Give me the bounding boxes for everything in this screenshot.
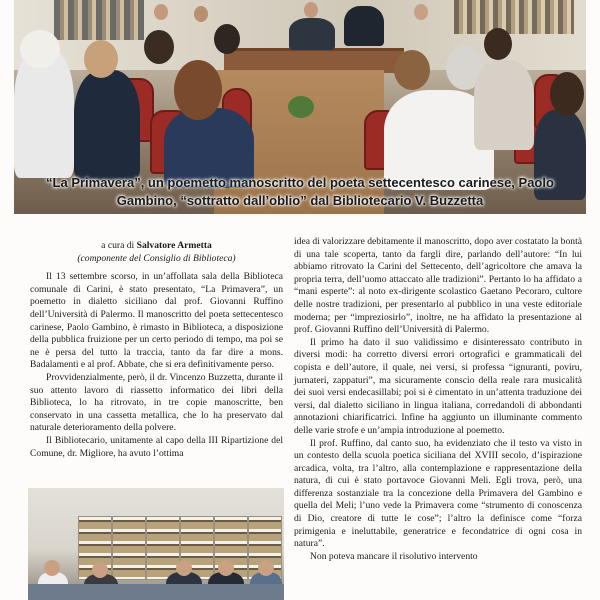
byline-author: Salvatore Armetta	[136, 240, 212, 251]
paragraph: Il Bibliotecario, unitamente al capo della III Ripartizione del Comune, dr. Migliore, ha avuto l’ottima	[30, 434, 283, 459]
bottom-photo-speakers	[28, 488, 284, 600]
photo-person	[214, 24, 240, 54]
photo-person	[84, 40, 118, 78]
byline-role: (componente del Consiglio di Biblioteca)	[77, 252, 236, 264]
photo-person	[74, 70, 140, 180]
photo-bookshelf	[146, 516, 180, 580]
photo-person	[304, 2, 318, 18]
article-column-left	[30, 236, 283, 460]
photo-person	[92, 562, 108, 578]
photo-person	[176, 560, 192, 576]
photo-person	[154, 4, 168, 20]
photo-person	[144, 30, 174, 64]
byline-prefix: a cura di	[101, 240, 137, 251]
photo-person	[394, 50, 430, 90]
paragraph: idea di valorizzare debitamente il manoscritto, dopo aver costatato la bontà di una tale scoperta, tanto da fargli dire, parlando dell’autore: “In lui abbiamo ritrovato la Carini del Settecento, dell’agricoltore che amava la propria terra, dell’uomo attaccato alle tradizioni”. Pertanto lo ha affidato a “mani esperte”: al noto ex-dirigente scolastico Gaetano Pecoraro, cultore delle nostre tradizioni, per presentarlo al pubblico in una veste editoriale moderna; per “impreziosirlo”, inoltre, ne ha affidato la presentazione al prof. Giovanni Ruffino dell’Università di Palermo.	[294, 236, 582, 336]
photo-person	[474, 60, 534, 150]
headline-line: Gambino, “sottratto dall’oblio” dal Bibliotecario V. Buzzetta	[116, 193, 484, 208]
photo-person	[289, 18, 335, 50]
photo-bookshelf	[112, 516, 146, 580]
photo-plant	[288, 96, 314, 118]
photo-person	[258, 560, 274, 576]
article-headline	[14, 174, 586, 210]
photo-person	[194, 6, 208, 22]
photo-person	[414, 4, 428, 20]
photo-person	[218, 560, 234, 576]
photo-person	[484, 28, 512, 60]
photo-speakers-table	[28, 584, 284, 600]
photo-person	[550, 72, 584, 116]
photo-person	[344, 6, 384, 46]
photo-person	[174, 60, 222, 120]
paragraph: Il primo ha dato il suo validissimo e disinteressato contributo in diversi modi: ha corretto diversi errori ortografici e grammaticali del copista e dell’autore, il quale, nei versi, si professa “ignuranti, poviru, jurnateri, zappaturi”, ma sicuramente conscio della reale rara musicalità dei suoi versi endecasillabi; poi si è cimentato in un’attenta traduzione dei versi, dal dialetto siciliano in lingua italiana, corredandoli di abbondanti annotazioni chiarificatrici. Infine ha aggiunto un illuminante commento delle varie strofe e un’ampia introduzione al poemetto.	[294, 336, 582, 436]
article-column-right	[294, 236, 582, 563]
photo-person	[20, 30, 60, 68]
photo-person	[44, 560, 60, 576]
byline	[30, 240, 283, 253]
headline-line: “La Primavera”, un poemetto manoscritto del poeta settecentesco carinese, Paolo	[46, 175, 554, 190]
photo-bookshelf	[454, 0, 574, 34]
paragraph: Non poteva mancare il risolutivo intervento	[310, 550, 478, 562]
paragraph: Il prof. Ruffino, dal canto suo, ha evidenziato che il testo va visto in un contesto della scuola poetica siciliana del XVIII secolo, d’ispirazione arcadica, volta, tra l’altro, alla contemplazione e rappresentazione della natura, di cui è stato portavoce Giovanni Meli. Egli trova, però, una differenza sostanziale tra la concezione della Primavera del Gambino e quella del Meli; l’uno vede la Primavera come “strumento di conoscenza di Dio, creatore di tutte le cose”; l’altro la definisce come “forza primigenia e ineluttabile, generatrice e fecondatrice di ogni cosa in natura”.	[294, 437, 582, 550]
paragraph: Il 13 settembre scorso, in un’affollata sala della Biblioteca comunale di Carini, è stato presentato, “La Primavera”, un poemetto in dialetto siciliano dal prof. Giovanni Ruffino dell’Università di Palermo. Il manoscritto del poeta settecentesco carinese, Paolo Gambino, è rimasto in Biblioteca, a disposizione della pubblica fruizione per un certo periodo di tempo, ma poi se ne è persa del tutto la traccia, tanto da far dire a mons. Badalamenti e al prof. Abbate, che si era definitivamente perso.	[30, 271, 283, 371]
paragraph: Provvidenzialmente, però, il dr. Vincenzo Buzzetta, durante il suo attento lavoro di riassetto informatico dei libri della Biblioteca, lo ha ritrovato, in tre copie manoscritte, ben conservato in una cassetta metallica, che lo ha preservato dal naturale deterioramento della polvere.	[30, 371, 283, 434]
photo-bookshelf	[54, 0, 144, 40]
